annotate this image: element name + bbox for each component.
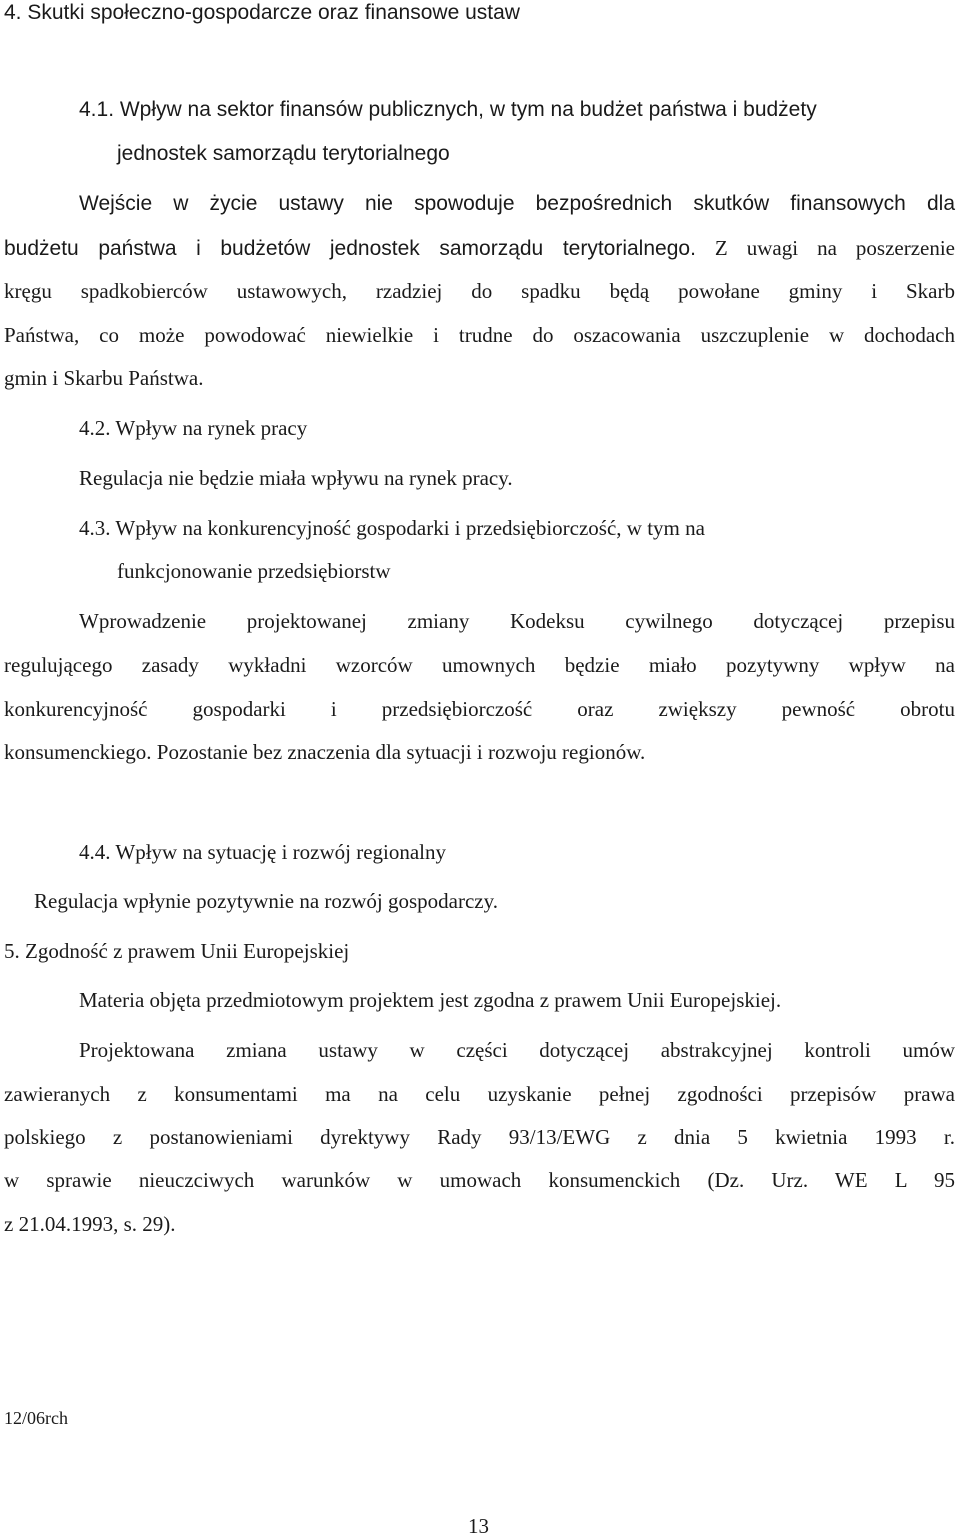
page-number: 13 (468, 1514, 489, 1538)
section-4-3-paragraph-line1: Wprowadzenie projektowanej zmiany Kodeksu cywilnego dotyczącej przepisu (79, 609, 955, 633)
section-4-2-text: Regulacja nie będzie miała wpływu na rynek pracy. (79, 466, 513, 490)
section-4-1-paragraph-line1: Wejście w życie ustawy nie spowoduje bezpośrednich skutków finansowych dla (79, 192, 955, 215)
section-4-3-paragraph-line3: konkurencyjność gospodarki i przedsiębiorczość oraz zwiększy pewność obrotu (4, 697, 955, 721)
section-4-3-paragraph-line4: konsumenckiego. Pozostanie bez znaczenia dla sytuacji i rozwoju regionów. (4, 740, 646, 764)
section-4-3-paragraph-line2: regulującego zasady wykładni wzorców umownych będzie miało pozytywny wpływ na (4, 653, 955, 677)
section-4-3-heading-line1: 4.3. Wpływ na konkurencyjność gospodarki i przedsiębiorczość, w tym na (79, 516, 705, 540)
section-4-1-heading-line1: 4.1. Wpływ na sektor finansów publicznych, w tym na budżet państwa i budżety (79, 98, 817, 121)
section-4-4-text: Regulacja wpłynie pozytywnie na rozwój gospodarczy. (34, 889, 498, 913)
section-5-paragraph-1: Materia objęta przedmiotowym projektem jest zgodna z prawem Unii Europejskiej. (79, 988, 782, 1012)
section-5-paragraph-2-line1: Projektowana zmiana ustawy w części dotyczącej abstrakcyjnej kontroli umów (79, 1038, 955, 1062)
section-4-1-paragraph-line5: gmin i Skarbu Państwa. (4, 366, 204, 390)
section-4-4-heading: 4.4. Wpływ na sytuację i rozwój regionalny (79, 840, 447, 864)
section-4-1-paragraph-line2-serif: Z uwagi na poszerzenie (695, 236, 955, 260)
section-4-1-paragraph-line3: kręgu spadkobierców ustawowych, rzadziej do spadku będą powołane gminy i Skarb (4, 279, 955, 303)
section-5-paragraph-2-line3: polskiego z postanowieniami dyrektywy Rady 93/13/EWG z dnia 5 kwietnia 1993 r. (4, 1125, 955, 1149)
section-5-heading: 5. Zgodność z prawem Unii Europejskiej (4, 939, 350, 963)
section-4-1-paragraph-line4: Państwa, co może powodować niewielkie i trudne do oszacowania uszczuplenie w dochodach (4, 323, 955, 347)
section-4-1-heading-line2: jednostek samorządu terytorialnego (117, 142, 450, 165)
section-5-paragraph-2-line4: w sprawie nieuczciwych warunków w umowach konsumenckich (Dz. Urz. WE L 95 (4, 1168, 955, 1192)
section-4-1-paragraph-line2 (4, 236, 955, 261)
section-4-3-heading-line2: funkcjonowanie przedsiębiorstw (117, 559, 391, 583)
section-4-2-heading: 4.2. Wpływ na rynek pracy (79, 416, 308, 440)
document-code: 12/06rch (4, 1408, 68, 1428)
section-5-paragraph-2-line5: z 21.04.1993, s. 29). (4, 1212, 176, 1236)
section-4-1-paragraph-line2-sans: budżetu państwa i budżetów jednostek samorządu terytorialnego. (4, 237, 696, 260)
section-4-heading: 4. Skutki społeczno-gospodarcze oraz finansowe ustaw (4, 1, 520, 24)
section-5-paragraph-2-line2: zawieranych z konsumentami ma na celu uzyskanie pełnej zgodności przepisów prawa (4, 1082, 955, 1106)
